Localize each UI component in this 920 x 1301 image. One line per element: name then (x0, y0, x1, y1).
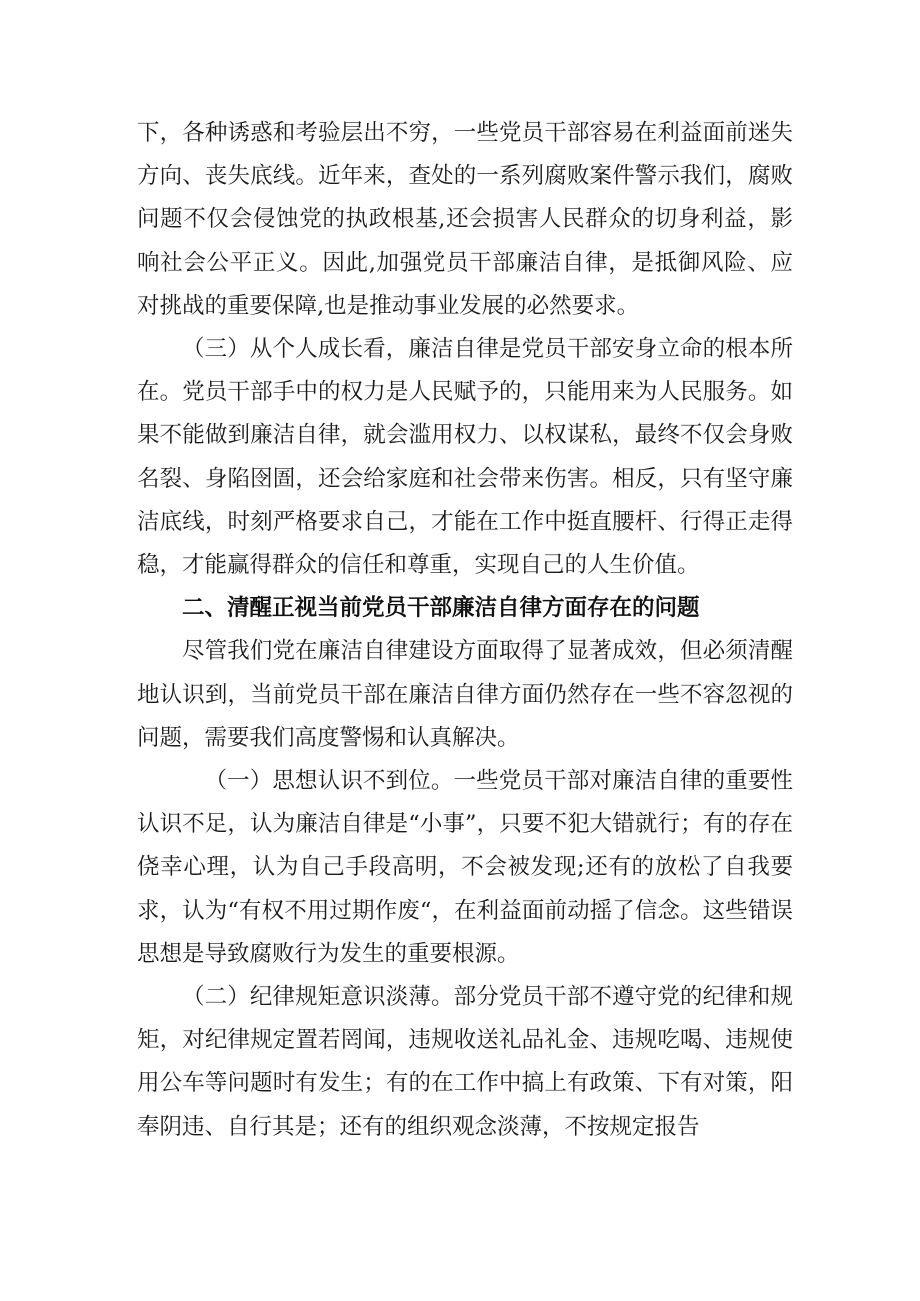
paragraph-continuation: 下，各种诱惑和考验层出不穷，一些党员干部容易在利益面前迷失方向、丧失底线。近年来，查处的一系列腐败案件警示我们，腐败问题不仅会侵蚀党的执政根基,还会损害人民群众的切身利益，影响社会公平正义。因此,加强党员干部廉洁自律，是抵御风险、应对挑战的重要保障,也是推动事业发展的必然要求。 (137, 120, 793, 319)
document-body (137, 112, 793, 1149)
paragraph-issue-1: （一）思想认识不到位。一些党员干部对廉洁自律的重要性认识不足，认为廉洁自律是“小事”，只要不犯大错就行；有的存在侥幸心理，认为自己手段高明，不会被发现;还有的放松了自我要求，认为“有权不用过期作废“，在利益面前动摇了信念。这些错误思想是导致腐败行为发生的重要根源。 (137, 768, 793, 967)
paragraph-intro: 尽管我们党在廉洁自律建设方面取得了显著成效，但必须清醒地认识到，当前党员干部在廉洁自律方面仍然存在一些不容忽视的问题，需要我们高度警惕和认真解决。 (137, 638, 793, 751)
paragraph-issue-2: （二）纪律规矩意识淡薄。部分党员干部不遵守党的纪律和规矩，对纪律规定置若罔闻，违规收送礼品礼金、违规吃喝、违规使用公车等问题时有发生；有的在工作中搞上有政策、下有对策，阳奉阴违、自行其是；还有的组织观念淡薄，不按规定报告 (137, 984, 793, 1140)
paragraph-point-3: （三）从个人成长看，廉洁自律是党员干部安身立命的根本所在。党员干部手中的权力是人民赋予的，只能用来为人民服务。如果不能做到廉洁自律，就会滥用权力、以权谋私，最终不仅会身败名裂、身陷囹圄，还会给家庭和社会带来伤害。相反，只有坚守廉洁底线，时刻严格要求自己，才能在工作中挺直腰杆、行得正走得稳，才能赢得群众的信任和尊重，实现自己的人生价值。 (137, 336, 793, 579)
section-heading-2: 二、清醒正视当前党员干部廉洁自律方面存在的问题 (182, 595, 700, 622)
